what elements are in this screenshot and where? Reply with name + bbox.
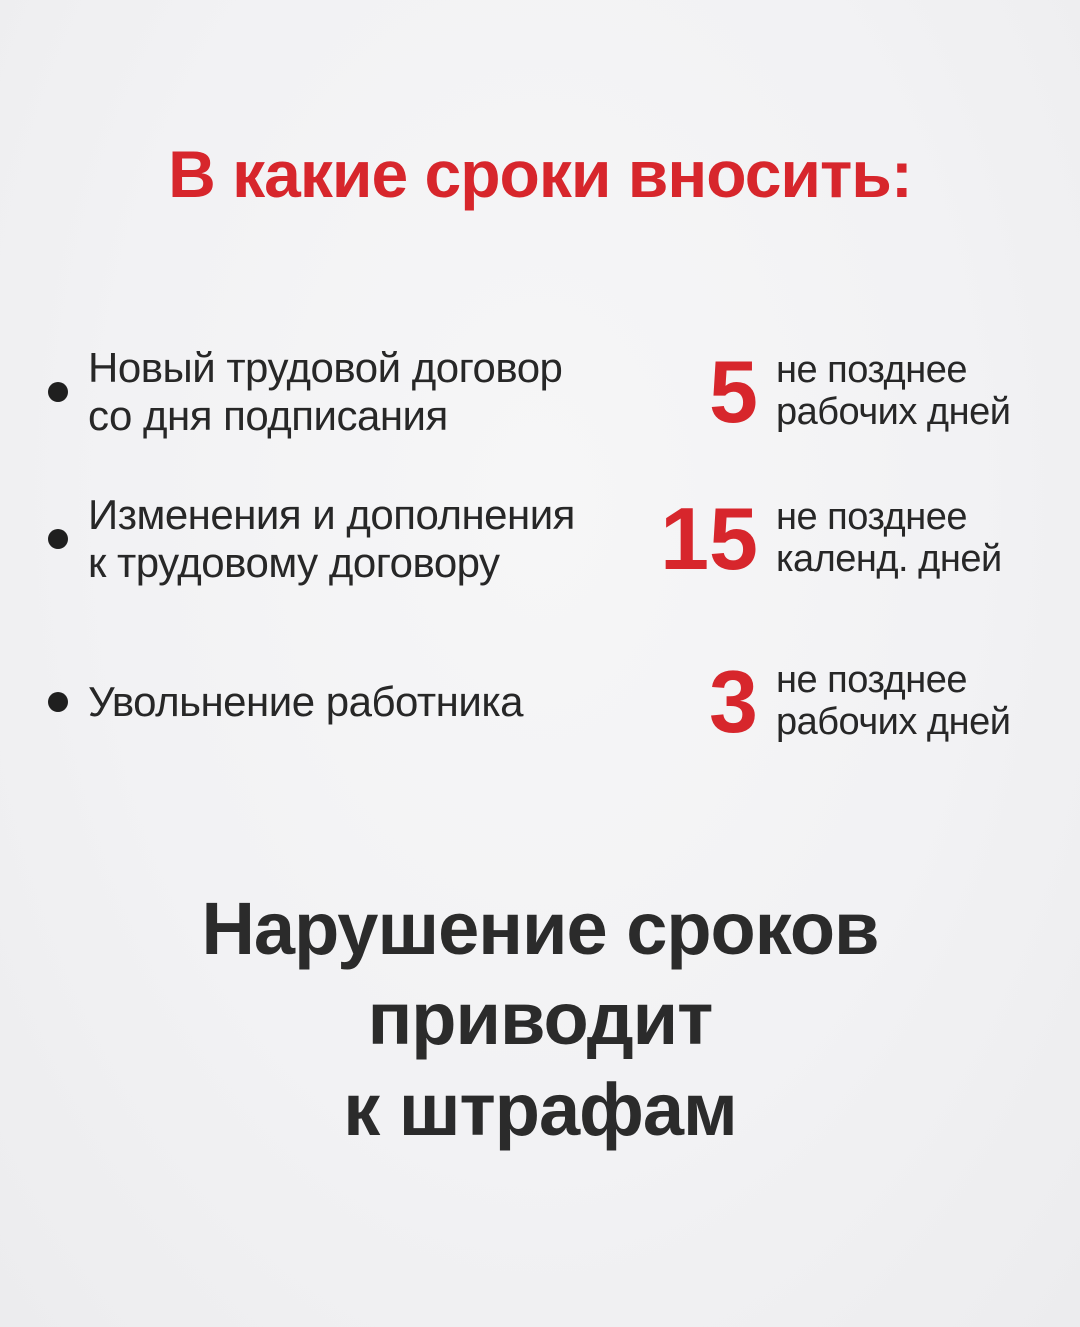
- bullet-dot-icon: [48, 529, 88, 549]
- deadline-row-amendments: [48, 488, 1050, 588]
- poster-title: В какие сроки вносить:: [168, 137, 912, 211]
- item-label: [88, 344, 628, 439]
- deadline-line: не позднее: [776, 659, 967, 702]
- footer-warning: [0, 884, 1080, 1155]
- footer-line: приводит: [367, 977, 713, 1061]
- label-line: со дня подписания: [88, 391, 448, 439]
- item-number: 3: [709, 652, 758, 752]
- deadline-row-dismissal: [48, 652, 1050, 752]
- item-deadline: [776, 660, 1010, 744]
- label-line: Новый трудовой договор: [88, 344, 563, 392]
- item-deadline: [776, 497, 1002, 581]
- deadline-list: [0, 341, 1080, 752]
- deadline-line: рабочих дней: [776, 390, 1011, 433]
- deadline-line: рабочих дней: [776, 701, 1011, 744]
- label-line: Изменения и дополнения: [88, 491, 575, 539]
- label-line: к трудовому договору: [88, 538, 500, 586]
- deadline-line: календ. дней: [776, 537, 1002, 580]
- item-deadline: [776, 350, 1010, 434]
- deadline-line: не позднее: [776, 348, 967, 391]
- deadline-row-new-contract: [48, 341, 1050, 441]
- item-label: [88, 678, 628, 725]
- footer-line: к штрафам: [343, 1067, 737, 1151]
- item-number: 5: [709, 341, 758, 441]
- item-number: 15: [660, 488, 758, 588]
- label-line: Увольнение работника: [88, 678, 523, 726]
- deadline-line: не позднее: [776, 495, 967, 538]
- item-label: [88, 491, 628, 586]
- bullet-dot-icon: [48, 382, 88, 402]
- bullet-dot-icon: [48, 692, 88, 712]
- footer-line: Нарушение сроков: [201, 887, 879, 971]
